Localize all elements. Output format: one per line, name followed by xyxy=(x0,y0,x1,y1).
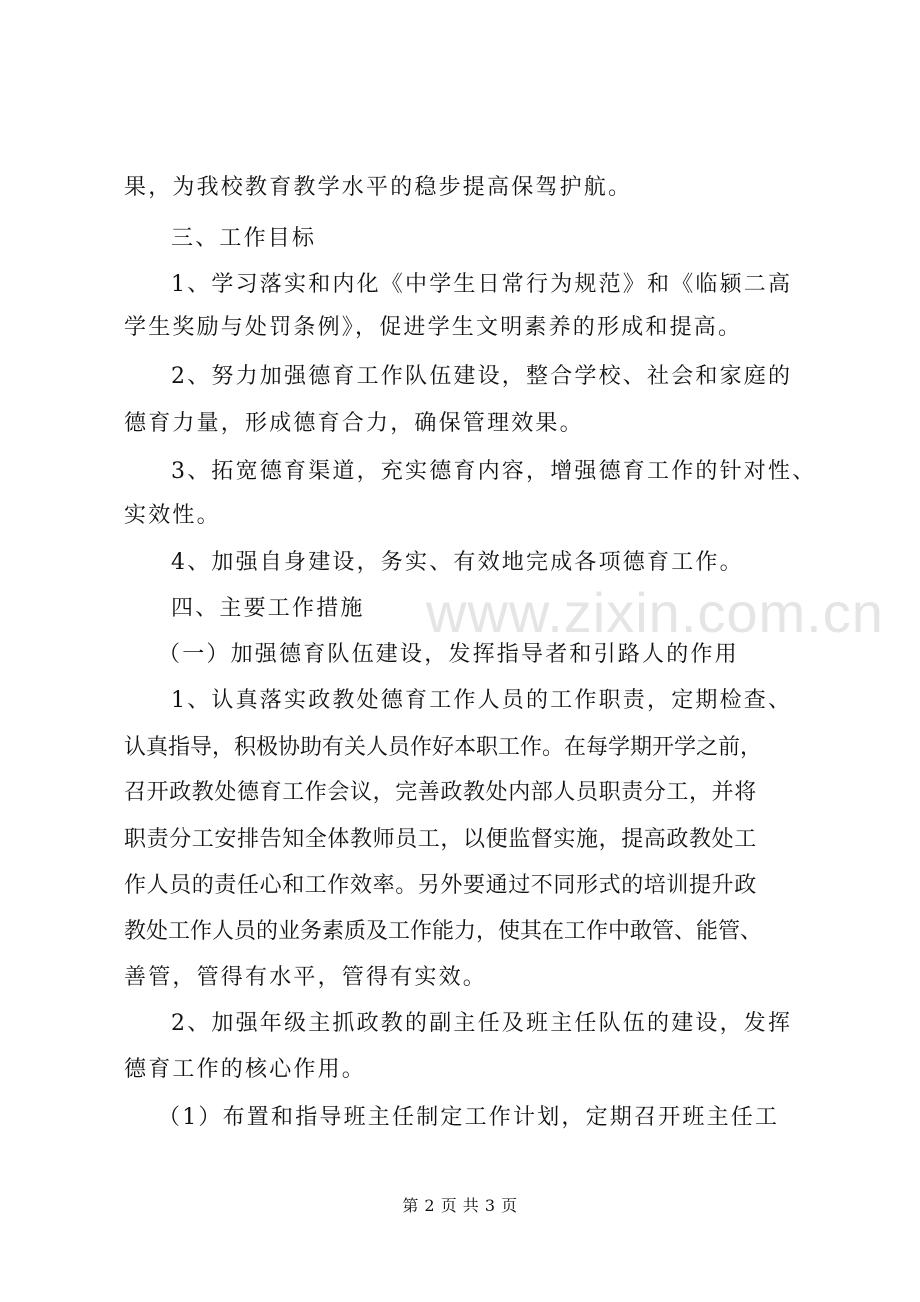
section-heading: 四、主要工作措施 xyxy=(171,596,365,621)
paragraph-line: 2、加强年级主抓政教的副主任及班主任队伍的建设，发挥 xyxy=(171,1011,793,1036)
paragraph-line: 教处工作人员的业务素质及工作能力，使其在工作中敢管、能管、 xyxy=(124,919,763,944)
page-footer: 第 2 页 共 3 页 xyxy=(402,1196,518,1215)
paragraph-line: 召开政教处德育工作会议，完善政教处内部人员职责分工，并将 xyxy=(124,780,757,805)
paragraph-line: 3、拓宽德育渠道，充实德育内容，增强德育工作的针对性、 xyxy=(171,459,817,484)
paragraph-line: 实效性。 xyxy=(124,503,221,528)
paragraph-line: 职责分工安排告知全体教师员工，以便监督实施，提高政教处工 xyxy=(124,827,757,852)
paragraph-line: （1）布置和指导班主任制定工作计划，定期召开班主任工 xyxy=(158,1105,780,1130)
paragraph-line: 1、认真落实政教处德育工作人员的工作职责，定期检查、 xyxy=(171,688,793,713)
paragraph-line: 认真指导，积极协助有关人员作好本职工作。在每学期开学之前， xyxy=(124,735,763,760)
watermark: www.zixin.com.cn xyxy=(426,581,884,644)
paragraph-line: 善管，管得有水平，管得有实效。 xyxy=(124,965,488,990)
paragraph-line: 1、学习落实和内化《中学生日常行为规范》和《临颍二高 xyxy=(171,272,793,297)
paragraph-line: 2、努力加强德育工作队伍建设，整合学校、社会和家庭的 xyxy=(171,364,793,389)
paragraph-line: 德育工作的核心作用。 xyxy=(124,1057,367,1082)
paragraph-line: 作人员的责任心和工作效率。另外要通过不同形式的培训提升政 xyxy=(124,873,757,898)
subsection-heading: （一）加强德育队伍建设，发挥指导者和引路人的作用 xyxy=(158,642,739,667)
paragraph-line: 果，为我校教育教学水平的稳步提高保驾护航。 xyxy=(124,175,633,200)
paragraph-line: 4、加强自身建设，务实、有效地完成各项德育工作。 xyxy=(171,550,744,575)
paragraph-line: 德育力量，形成德育合力，确保管理效果。 xyxy=(124,411,584,436)
paragraph-line: 学生奖励与处罚条例》，促进学生文明素养的形成和提高。 xyxy=(124,315,743,340)
section-heading: 三、工作目标 xyxy=(171,226,317,251)
